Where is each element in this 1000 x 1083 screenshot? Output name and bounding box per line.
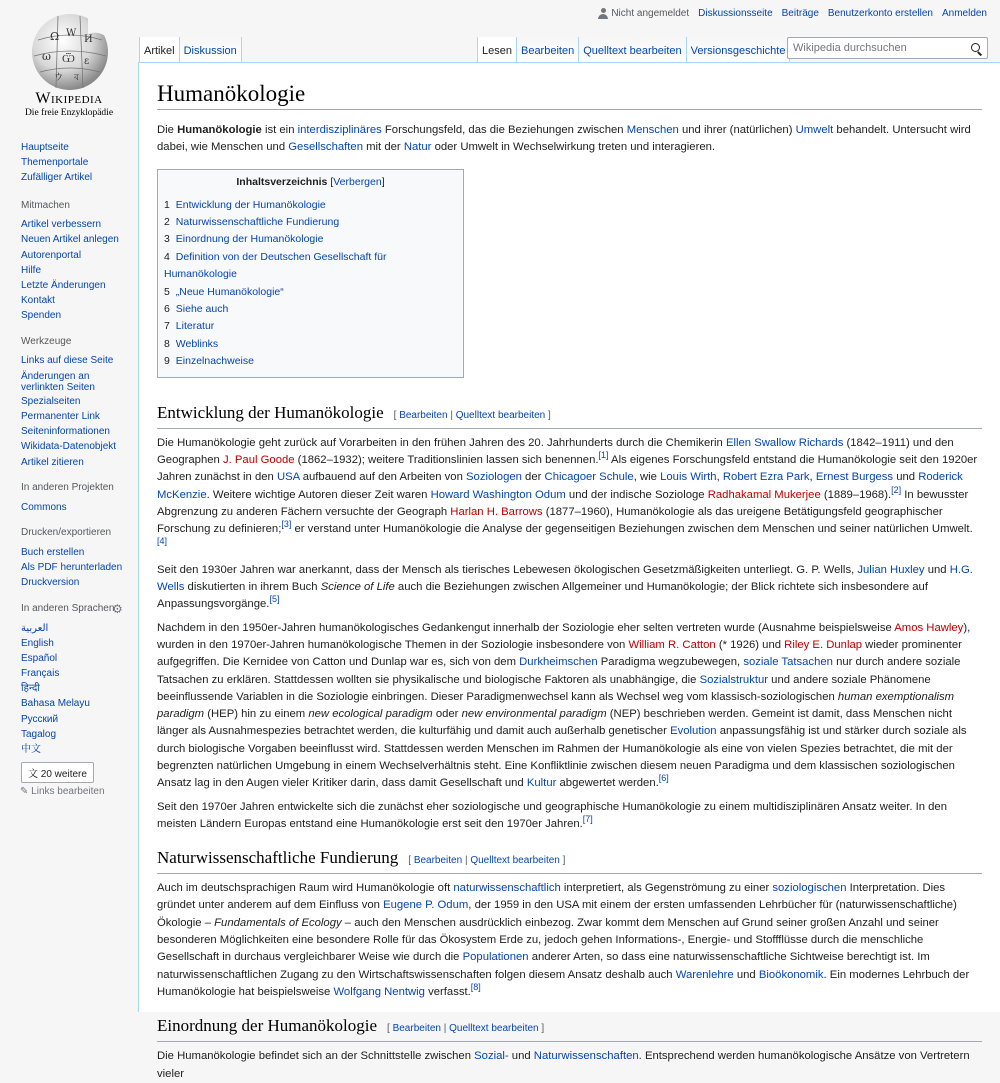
contributions-link[interactable]: Beiträge [781, 8, 819, 19]
language-link[interactable]: हिन्दी [21, 683, 40, 695]
sidebar-item[interactable]: Hilfe [21, 264, 42, 276]
login-link[interactable]: Anmelden [941, 8, 987, 19]
edit-section: [ Bearbeiten | Quelltext bearbeiten ] [408, 855, 566, 867]
sidebar-item[interactable]: Spezialseiten [21, 395, 81, 407]
language-link[interactable]: Français [21, 668, 60, 680]
sidebar-item[interactable]: Spenden [21, 310, 62, 322]
wordmark: Wikipedia [35, 90, 103, 107]
namespace-tabs [139, 37, 242, 63]
sidebar-heading: Drucken/exportieren [21, 527, 112, 539]
edit-section: [ Bearbeiten | Quelltext bearbeiten ] [387, 1023, 545, 1035]
sidebar-mitmachen [0, 200, 138, 324]
sidebar-item[interactable]: Seiteninformationen [21, 426, 110, 438]
sidebar-item[interactable]: Kontakt [21, 295, 55, 307]
paragraph: Seit den 1930er Jahren war anerkannt, dass der Mensch als tierisches Lebewesen ökologischen Gesetzmäßigkeiten unterliegt. G. P. Wells, Julian Huxley und H.G. Wells diskutierten in ihrem Buch Science of Life auch die Beziehungen zwischen Allgemeiner und Humanökologie; der Blick richtete sich insbesondere auf Anpassungsvorgänge.[5] [157, 563, 973, 611]
sidebar-item-themenportale[interactable]: Themenportale [21, 156, 89, 168]
tab-article[interactable]: Artikel [139, 37, 179, 63]
toc-item[interactable]: 2 Naturwissenschaftliche Fundierung [164, 216, 340, 228]
toc-item[interactable]: 3 Einordnung der Humanökologie [164, 233, 324, 246]
wikipedia-logo[interactable] [0, 0, 138, 126]
translate-icon: 文 [28, 768, 38, 780]
search-icon[interactable] [970, 42, 983, 55]
sidebar-werkzeuge [0, 336, 138, 470]
tab-history[interactable]: Versionsgeschichte [686, 37, 791, 63]
tagline: Die freie Enzyklopädie [24, 108, 114, 118]
section-heading: Entwicklung der Humanökologie [ Bearbeiten | Quelltext bearbeiten ] [157, 402, 982, 429]
wikipedia-globe-icon [28, 10, 112, 94]
paragraph: Auch im deutschsprachigen Raum wird Humanökologie oft naturwissenschaftlich interpretiert, als Gegenströmung zu einer soziologischen Interpretation. Dies gründet unter anderem auf dem Einfluss von Eugene P. Odum, der 1959 in den USA mit einem der ersten umfassenden Lehrbücher für (naturwissenschaftliche) Ökologie – Fundamentals of Ecology – auch den Menschen ausdrücklich einbezog. Zwar kommt dem Menschen auf Grund seiner großen Anzahl und seiner besonderen Möglichkeiten eine besondere Rolle für das Ökosystem Erde zu, jedoch gehen Informations-, Energie- und Stoffflüsse durch die menschliche Gesellschaft in durchaus vergleichbarer Weise wie durch die Populationen anderer Arten, so dass eine naturwissenschaftliche Sichtweise berechtigt ist. Im naturwissenschaftlichen Zugang zu den Wirtschaftswissenschaften folgen diesem Ansatz deshalb auch Warenlehre und Bioökonomik. Ein modernes Lehrbuch der Humanökologie hat beispielsweise Wolfgang Nentwig verfasst.[8] [157, 882, 970, 998]
edit-section-link[interactable]: Bearbeiten [413, 855, 463, 867]
sidebar-item-zufaelliger-artikel[interactable]: Zufälliger Artikel [21, 171, 93, 183]
search-box [787, 37, 988, 59]
sidebar-heading: In anderen Projekten [21, 482, 114, 494]
toc-item[interactable]: 8 Weblinks [164, 337, 219, 350]
paragraph: Seit den 1970er Jahren entwickelte sich die zunächst eher soziologische und geographische Humanökologie zu einem multidisziplinären Ansatz weiter. In den meisten Ländern Europas entstand eine Humanökologie erst seit den 1970er Jahren.[7] [157, 800, 947, 830]
not-logged-in-status [598, 8, 689, 19]
intro-paragraph: Die Humanökologie ist ein interdisziplinäres Forschungsfeld, das die Beziehungen zwischen Menschen und ihrer (natürlichen) Umwelt behandelt. Untersucht wird dabei, wie Menschen und Gesellschaften mit der Natur oder Umwelt in Wechselwirkung treten und interagieren. [157, 124, 971, 154]
table-of-contents [157, 169, 464, 378]
language-link[interactable]: Tagalog [21, 728, 57, 740]
edit-section-link[interactable]: Bearbeiten [399, 409, 448, 421]
toc-toggle[interactable]: Verbergen [333, 175, 382, 188]
toc-item[interactable]: 1 Entwicklung der Humanökologie [164, 198, 326, 211]
svg-text:ω: ω [42, 50, 51, 63]
search-input[interactable] [788, 39, 964, 57]
toc-item[interactable]: 4 Definition von der Deutschen Gesellschaft für Humanökologie [164, 250, 387, 281]
sidebar-item[interactable]: Druckversion [21, 577, 80, 589]
edit-source-link[interactable]: Quelltext bearbeiten [470, 855, 560, 867]
sidebar-item[interactable]: Permanenter Link [21, 411, 100, 423]
edit-source-link[interactable]: Quelltext bearbeiten [449, 1023, 539, 1035]
paragraph: Nachdem in den 1950er-Jahren humanökologisches Gedankengut innerhalb der Soziologie eher selten vertreten wurde (Ausnahme beispielsweise Amos Hawley), wurden in den 1970er-Jahren humanökologische Themen in der Soziologie insbesondere von William R. Catton (* 1926) und Riley E. Dunlap wieder prominenter aufgegriffen. Die Kernidee von Catton und Dunlap war es, sich von dem Durkheimschen Paradigma wegzubewegen, soziale Tatsachen nur durch andere soziale Tatsachen zu erklären. Stattdessen wollten sie physikalische und biologische Faktoren als unabhängige, die Sozialstruktur und andere soziale Phänomene beeinflussende Variablen in die Soziologie einbringen. Dieser Paradigmenwechsel kann als Wechsel weg vom klassisch-soziologischen human exemptionalism paradigm (HEP) hin zu einem new ecological paradigm oder new environmental paradigm (NEP) beschrieben werden. Gemeint ist damit, dass Menschen nicht länger als Ausnahmespezies betrachtet werden, die kulturfähig und damit auch außerhalb genetischer Evolution anpassungsfähig ist und stärker durch soziale als durch biologische Vorgaben beeinflusst wird. Stattdessen werden Menschen im Rahmen der Humanökologie als eine von vielen Spezies betrachtet, die mit der begrenzten natürlichen Umgebung in einem Wechselverhältnis steht. Eine Konfliktlinie zwischen diesem neuen Paradigma und dem klassischen soziologischen Ansatz lag in den Augen vieler Kritiker darin, dass damit Gesellschaft und Kultur abgewertet werden.[6] [157, 621, 971, 790]
user-icon [598, 8, 608, 19]
sidebar-heading: In anderen Sprachen ⚙ [21, 601, 123, 616]
sidebar-item[interactable]: Artikel verbessern [21, 219, 102, 231]
language-link[interactable]: 中文 [21, 744, 41, 756]
language-link[interactable]: Bahasa Melayu [21, 698, 90, 710]
toc-item[interactable]: 9 Einzelnachweise [164, 355, 254, 368]
gear-icon[interactable]: ⚙ [112, 601, 123, 616]
tab-read[interactable]: Lesen [477, 37, 516, 63]
personal-tools [598, 8, 987, 19]
svg-text:Ω: Ω [50, 30, 60, 43]
svg-text:И: И [84, 34, 93, 45]
toc-item[interactable]: 6 Siehe auch [164, 303, 229, 316]
language-link[interactable]: English [21, 637, 54, 649]
sidebar-item[interactable]: Wikidata-Datenobjekt [21, 441, 117, 453]
sidebar-item[interactable]: Buch erstellen [21, 546, 85, 558]
talk-link[interactable]: Diskussionsseite [698, 8, 773, 19]
sidebar-item[interactable]: Letzte Änderungen [21, 279, 106, 291]
svg-text:ব: ব [74, 73, 80, 83]
sidebar-item-hauptseite[interactable]: Hauptseite [21, 141, 69, 153]
language-link[interactable]: العربية [21, 622, 49, 634]
sidebar-item[interactable]: Artikel zitieren [21, 456, 84, 468]
svg-text:ウ: ウ [54, 73, 64, 83]
toc-item[interactable]: 5 „Neue Humanökologie“ [164, 285, 284, 298]
edit-links-link[interactable]: ✎ Links bearbeiten [20, 785, 105, 797]
more-languages-button[interactable]: 文 20 weitere [21, 762, 94, 783]
sidebar-item[interactable]: Änderungen an verlinkten Seiten [21, 370, 95, 393]
create-account-link[interactable]: Benutzerkonto erstellen [827, 8, 933, 19]
tab-edit-source[interactable]: Quelltext bearbeiten [578, 37, 685, 63]
view-tabs [477, 37, 790, 63]
section-heading: Einordnung der Humanökologie [ Bearbeiten | Quelltext bearbeiten ] [157, 1015, 982, 1042]
language-link[interactable]: Русский [21, 713, 59, 725]
svg-text:W: W [66, 28, 77, 39]
pencil-icon: ✎ [20, 785, 29, 797]
toc-title: Inhaltsverzeichnis [Verbergen] [236, 175, 385, 188]
sidebar-heading: Werkzeuge [21, 335, 72, 347]
toc-item[interactable]: 7 Literatur [164, 320, 215, 333]
sidebar-item[interactable]: Autorenportal [21, 249, 82, 261]
sidebar-item[interactable]: Neuen Artikel anlegen [21, 234, 119, 246]
sidebar-item[interactable]: Als PDF herunterladen [21, 562, 123, 574]
main-content [138, 62, 1000, 1080]
sidebar-drucken [0, 527, 138, 591]
edit-source-link[interactable]: Quelltext bearbeiten [455, 409, 546, 421]
tab-edit[interactable]: Bearbeiten [516, 37, 578, 63]
svg-text:Ѿ: Ѿ [62, 52, 75, 65]
edit-section-link[interactable]: Bearbeiten [392, 1023, 441, 1035]
language-link[interactable]: Español [21, 652, 58, 664]
sidebar-projekte [0, 482, 138, 515]
svg-text:ε: ε [84, 56, 90, 67]
page-title: Humanökologie [157, 80, 982, 110]
not-logged-in-label: Nicht angemeldet [611, 8, 690, 19]
sidebar [0, 140, 138, 797]
section-heading: Naturwissenschaftliche Fundierung [ Bearbeiten | Quelltext bearbeiten ] [157, 847, 982, 874]
sidebar-item[interactable]: Links auf diese Seite [21, 355, 114, 367]
tab-discussion[interactable]: Diskussion [179, 37, 242, 63]
sidebar-sprachen [0, 603, 138, 783]
sidebar-navigation [0, 140, 138, 186]
paragraph: Die Humanökologie geht zurück auf Vorarbeiten in den frühen Jahren des 20. Jahrhunderts durch die Chemikerin Ellen Swallow Richards (1842–1911) und den Geographen J. Paul Goode (1862–1932); weitere Traditionslinien lassen sich benennen.[1] Als eigenes Forschungsfeld entstand die Humanökologie seit den 1920er Jahren zunächst in den USA aufbauend auf den Arbeiten von Soziologen der Chicagoer Schule, wie Louis Wirth, Robert Ezra Park, Ernest Burgess und Roderick McKenzie. Weitere wichtige Autoren dieser Zeit waren Howard Washington Odum und der indische Soziologe Radhakamal Mukerjee (1889–1968).[2] In bewusster Abgrenzung zu anderen Fächern versuchte der Geograph Harlan H. Barrows (1877–1960), Humanökologie als das ureigene Betätigungsfeld geographischer Forschung zu definieren;[3] er verstand unter Humanökologie die Analyse der gegenseitigen Beziehungen zwischen dem Menschen und seiner natürlichen Umwelt.[4] [157, 436, 978, 547]
paragraph: Die Humanökologie befindet sich an der Schnittstelle zwischen Sozial- und Naturwissenschaften. Entsprechend werden humanökologische Ansätze von Vertretern vieler [157, 1050, 970, 1080]
edit-section: [ Bearbeiten | Quelltext bearbeiten ] [393, 409, 551, 421]
sidebar-item-commons[interactable]: Commons [21, 501, 67, 513]
sidebar-heading: Mitmachen [21, 199, 70, 211]
